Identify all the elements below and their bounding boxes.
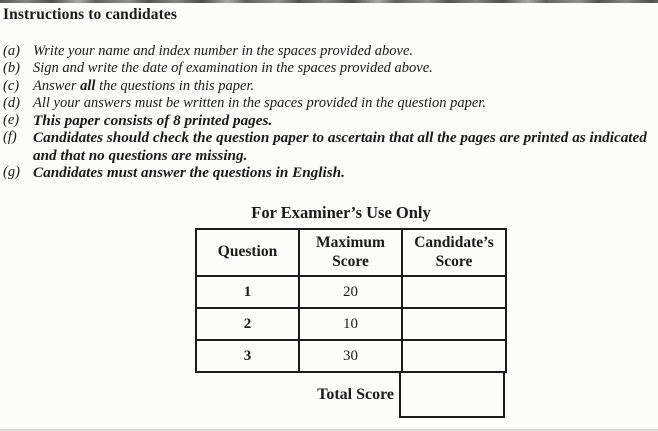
instruction-text: Candidates must answer the questions in English. <box>33 164 345 182</box>
instruction-text-post: the questions in this paper. <box>95 77 255 94</box>
instruction-item-d <box>3 95 653 112</box>
examiner-table-title: For Examiner’s Use Only <box>251 203 431 222</box>
column-header-maximum-score: Maximum Score <box>299 229 402 276</box>
instruction-text: Sign and write the date of examination in the spaces provided above. <box>33 60 433 77</box>
instruction-label: (b) <box>3 60 20 77</box>
instruction-text: Candidates should check the question paper to ascertain that all the pages are printed as indicated and that no questions are missing. <box>33 129 647 164</box>
question-cell: 1 <box>196 276 299 308</box>
instruction-text: All your answers must be written in the spaces provided in the question paper. <box>33 94 486 111</box>
total-score-row <box>195 371 505 418</box>
table-row <box>196 308 506 340</box>
column-header-candidates-score: Candidate’s Score <box>402 229 506 276</box>
examiner-table-section <box>195 228 505 418</box>
instruction-item-b <box>3 60 653 77</box>
instruction-text-emphasis: all <box>80 77 96 94</box>
question-cell: 3 <box>196 340 299 372</box>
instruction-label: (d) <box>3 94 20 111</box>
instructions-list <box>3 43 653 181</box>
max-score-cell: 30 <box>299 340 402 372</box>
total-score-box <box>399 371 505 418</box>
question-cell: 2 <box>196 308 299 340</box>
total-score-label: Total Score <box>317 385 394 403</box>
table-row <box>196 276 506 308</box>
instruction-label: (e) <box>3 112 20 129</box>
instruction-item-f <box>3 129 653 164</box>
scan-artifact-top-edge <box>0 0 658 3</box>
instruction-label: (g) <box>3 164 20 181</box>
candidate-score-cell <box>402 276 506 308</box>
max-score-cell: 20 <box>299 276 402 308</box>
instruction-label: (a) <box>3 43 20 59</box>
instruction-item-g <box>3 164 653 181</box>
instruction-text-pre: Answer <box>33 77 81 94</box>
column-header-question: Question <box>196 229 299 276</box>
instruction-item-c <box>3 78 653 95</box>
candidate-score-cell <box>402 340 506 372</box>
instruction-label: (f) <box>3 129 17 146</box>
table-row <box>196 340 506 372</box>
instruction-text: This paper consists of 8 printed pages. <box>33 112 273 130</box>
max-score-cell: 10 <box>299 308 402 340</box>
table-header-row <box>196 229 506 276</box>
candidate-score-cell <box>402 308 506 340</box>
instruction-item-e <box>3 112 653 129</box>
instructions-heading: Instructions to candidates <box>3 6 177 23</box>
instruction-label: (c) <box>3 77 20 94</box>
examiner-table <box>195 228 507 373</box>
instruction-text <box>33 78 649 95</box>
instruction-item-a <box>3 43 653 60</box>
instruction-text: Write your name and index number in the spaces provided above. <box>33 43 414 59</box>
